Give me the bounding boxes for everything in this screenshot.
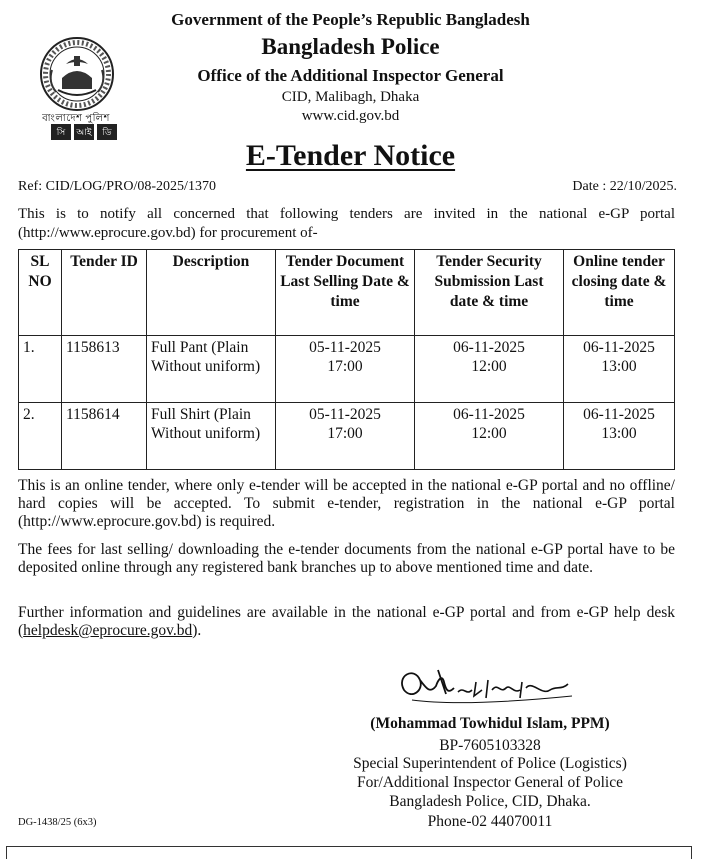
header-description: Description	[147, 250, 276, 336]
cell-doc-selling	[276, 336, 415, 403]
signatory-name: (Mohammad Towhidul Islam, PPM)	[370, 715, 610, 732]
notice-title-text: E-Tender Notice	[245, 139, 456, 172]
table-row	[19, 336, 675, 403]
intro-paragraph: This is to notify all concerned that following tenders are invited in the national e-GP portal (http://www.eprocure.gov.bd) for procurement of-	[18, 206, 675, 241]
dg-code: DG-1438/25 (6x3)	[18, 817, 97, 828]
logo-caption: বাংলাদেশ পুলিশ	[42, 113, 110, 124]
closing-time: 13:00	[601, 425, 637, 442]
signatory-phone: Phone-02 44070011	[427, 813, 553, 830]
closing-date: 06-11-2025	[583, 339, 655, 356]
signatory-bp-number: BP-7605103328	[439, 737, 541, 754]
cid-badge-letter: সি	[51, 124, 71, 140]
doc-selling-time: 17:00	[327, 425, 363, 442]
further-info-paragraph	[18, 604, 675, 640]
office-heading: Office of the Additional Inspector General	[197, 66, 504, 85]
notice-title	[0, 139, 701, 173]
tender-table	[18, 249, 675, 470]
header-sl: SL NO	[19, 250, 62, 336]
cell-security	[415, 403, 564, 470]
doc-selling-date: 05-11-2025	[309, 406, 381, 423]
table-row	[19, 403, 675, 470]
cell-tender-id: 1158613	[62, 336, 147, 403]
fees-paragraph: The fees for last selling/ downloading the e-tender documents from the national e-GP portal have to be deposited online through any registered bank branches up to above mentioned time and date.	[18, 541, 675, 576]
cell-doc-selling	[276, 403, 415, 470]
security-date: 06-11-2025	[453, 406, 525, 423]
table-header-row	[19, 250, 675, 336]
notice-date: Date : 22/10/2025.	[572, 179, 677, 194]
government-heading: Government of the People’s Republic Bangladesh	[171, 10, 530, 29]
closing-date: 06-11-2025	[583, 406, 655, 423]
closing-time: 13:00	[601, 358, 637, 375]
handwritten-signature-icon	[392, 660, 592, 714]
security-time: 12:00	[471, 358, 507, 375]
cell-closing	[564, 336, 675, 403]
security-time: 12:00	[471, 425, 507, 442]
cell-description: Full Shirt (Plain Without uniform)	[147, 403, 276, 470]
doc-selling-time: 17:00	[327, 358, 363, 375]
signatory-rank: Special Superintendent of Police (Logistics)	[353, 755, 627, 772]
online-tender-paragraph: This is an online tender, where only e-tender will be accepted in the national e-GP portal and no offline/ hard copies will be accepted. To submit e-tender, registration in the national e-GP portal (http://www.eprocure.gov.bd) is required.	[18, 477, 675, 530]
reference-number: Ref: CID/LOG/PRO/08-2025/1370	[18, 179, 216, 194]
cell-security	[415, 336, 564, 403]
cid-badge	[51, 124, 120, 140]
doc-selling-date: 05-11-2025	[309, 339, 381, 356]
header-doc-selling: Tender Document Last Selling Date & time	[276, 250, 415, 336]
signatory-place: Bangladesh Police, CID, Dhaka.	[389, 793, 591, 810]
further-info-end: ).	[192, 622, 202, 639]
cell-description: Full Pant (Plain Without uniform)	[147, 336, 276, 403]
header-tender-id: Tender ID	[62, 250, 147, 336]
cell-sl: 2.	[19, 403, 62, 470]
further-info-text: Further information and guidelines are available in the national e-GP portal and from e-GP help desk (	[18, 604, 675, 639]
organization-heading: Bangladesh Police	[261, 34, 440, 59]
cell-tender-id: 1158614	[62, 403, 147, 470]
bottom-border	[6, 846, 692, 859]
cell-sl: 1.	[19, 336, 62, 403]
header-closing: Online tender closing date & time	[564, 250, 675, 336]
security-date: 06-11-2025	[453, 339, 525, 356]
office-website: www.cid.gov.bd	[301, 108, 400, 124]
helpdesk-email-link[interactable]: helpdesk@eprocure.gov.bd	[23, 622, 193, 639]
header-security: Tender Security Submission Last date & time	[415, 250, 564, 336]
office-address: CID, Malibagh, Dhaka	[281, 89, 420, 105]
cid-badge-letter: ডি	[97, 124, 117, 140]
signatory-for: For/Additional Inspector General of Police	[356, 774, 623, 791]
cell-closing	[564, 403, 675, 470]
cid-badge-letter: আই	[74, 124, 94, 140]
